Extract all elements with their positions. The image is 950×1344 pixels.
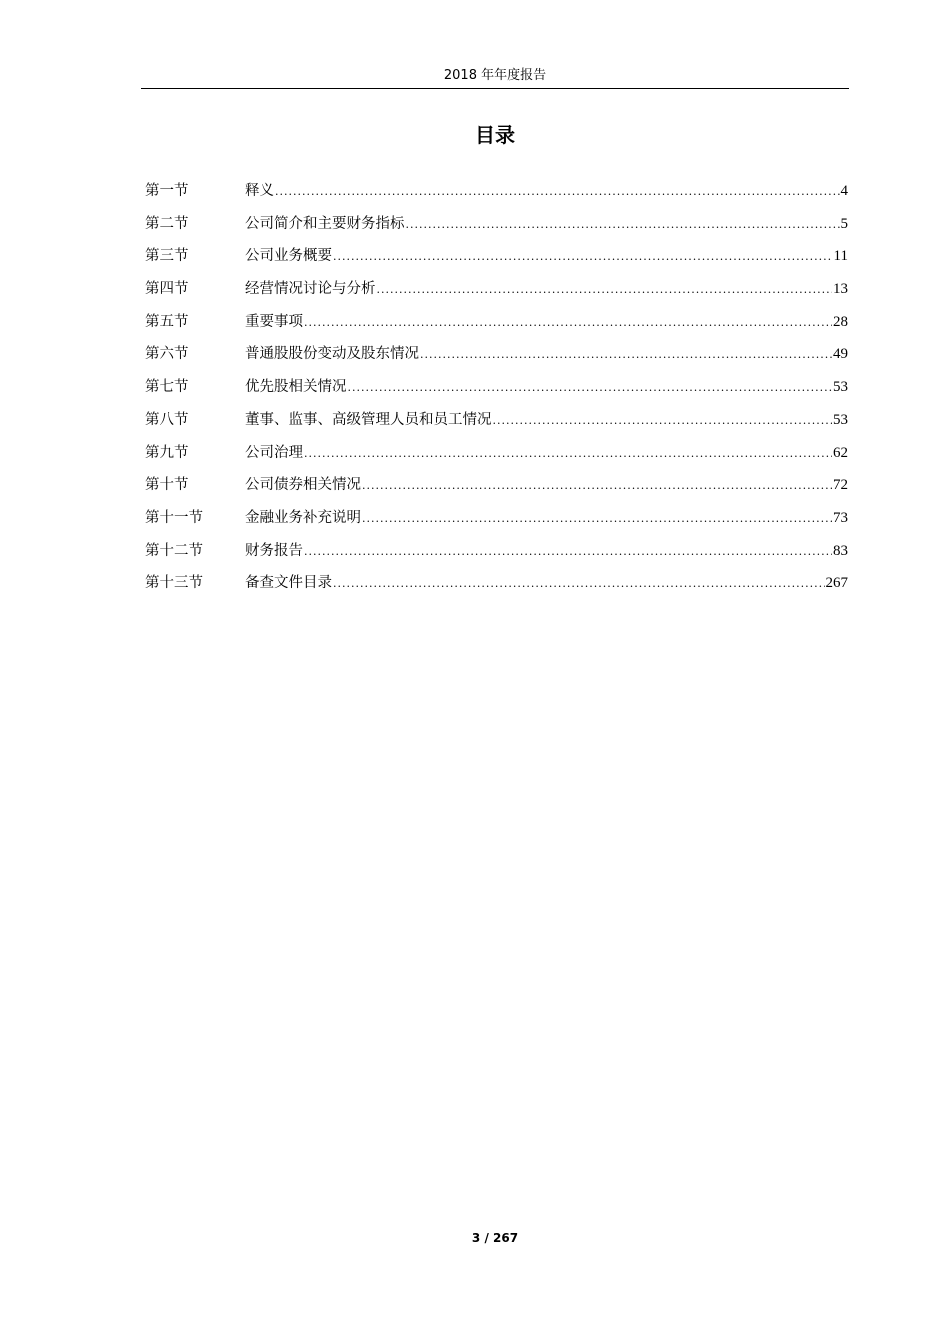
toc-leader-dots: [304, 539, 832, 565]
toc-section-name: 公司债券相关情况: [245, 477, 361, 494]
toc-section-number: 第六节: [145, 346, 189, 363]
toc-section-name: 普通股股份变动及股东情况: [245, 346, 419, 363]
toc-leader-dots: [362, 506, 832, 532]
toc-section-name: 经营情况讨论与分析: [245, 281, 376, 298]
toc-section-name: 金融业务补充说明: [245, 509, 361, 526]
toc-section-name: 财务报告: [245, 542, 303, 559]
toc-entry[interactable]: [145, 211, 848, 244]
toc-leader-dots: [362, 473, 832, 499]
toc-section-number: 第十节: [145, 477, 189, 494]
toc-page-number: 4: [840, 183, 848, 199]
toc-page-number: 83: [833, 542, 848, 559]
toc-entry[interactable]: [145, 243, 848, 276]
toc-page-number: 49: [833, 346, 848, 363]
toc-section-number: 第五节: [145, 313, 189, 330]
toc-entry[interactable]: [145, 374, 848, 407]
toc-section-name: 优先股相关情况: [245, 379, 347, 396]
toc-leader-dots: [348, 375, 833, 401]
toc-section-name: 重要事项: [245, 313, 303, 330]
toc-page-number: 11: [833, 248, 848, 265]
toc-leader-dots: [275, 179, 840, 205]
toc-entry[interactable]: [145, 505, 848, 538]
toc-section-name: 公司简介和主要财务指标: [245, 215, 405, 232]
toc-page-number: 28: [833, 313, 848, 330]
toc-entry[interactable]: [145, 440, 848, 473]
toc-entry[interactable]: [145, 538, 848, 571]
toc-section-number: 第三节: [145, 248, 189, 265]
toc-leader-dots: [304, 310, 832, 336]
toc-section-name: 公司业务概要: [245, 248, 332, 265]
toc-page-number: 5: [840, 215, 848, 232]
toc-page-number: 73: [833, 509, 848, 526]
toc-section-name: 备查文件目录: [245, 575, 332, 592]
toc-leader-dots: [406, 212, 840, 238]
toc-list: [145, 178, 848, 603]
toc-section-name: 释义: [245, 183, 274, 199]
toc-section-number: 第七节: [145, 379, 189, 396]
toc-section-number: 第九节: [145, 444, 189, 461]
toc-entry[interactable]: [145, 178, 848, 211]
toc-section-number: 第十一节: [145, 509, 203, 526]
toc-leader-dots: [333, 571, 825, 597]
toc-leader-dots: [304, 441, 832, 467]
toc-page-number: 53: [833, 379, 848, 396]
page-footer: [0, 1229, 950, 1247]
toc-page-number: 267: [825, 575, 848, 592]
page-header: [141, 66, 849, 89]
toc-section-number: 第二节: [145, 215, 189, 232]
toc-leader-dots: [493, 408, 833, 434]
toc-entry[interactable]: [145, 341, 848, 374]
toc-leader-dots: [333, 244, 833, 270]
toc-page-number: 53: [833, 411, 848, 428]
toc-entry[interactable]: [145, 309, 848, 342]
toc-page-number: 62: [833, 444, 848, 461]
toc-page-number: 72: [833, 477, 848, 494]
toc-leader-dots: [377, 277, 833, 303]
toc-entry[interactable]: [145, 570, 848, 603]
toc-leader-dots: [420, 342, 832, 368]
toc-section-name: 公司治理: [245, 444, 303, 461]
toc-entry[interactable]: [145, 276, 848, 309]
toc-title: 目录: [475, 123, 515, 147]
report-title: 2018 年年度报告: [443, 68, 547, 83]
toc-section-number: 第四节: [145, 281, 189, 298]
toc-section-name: 董事、监事、高级管理人员和员工情况: [245, 411, 492, 428]
toc-section-number: 第十二节: [145, 542, 203, 559]
toc-entry[interactable]: [145, 407, 848, 440]
toc-section-number: 第八节: [145, 411, 189, 428]
toc-entry[interactable]: [145, 472, 848, 505]
toc-section-number: 第一节: [145, 183, 189, 199]
page-number-indicator: 3 / 267: [471, 1231, 519, 1245]
toc-page-number: 13: [833, 281, 848, 298]
toc-section-number: 第十三节: [145, 575, 203, 592]
